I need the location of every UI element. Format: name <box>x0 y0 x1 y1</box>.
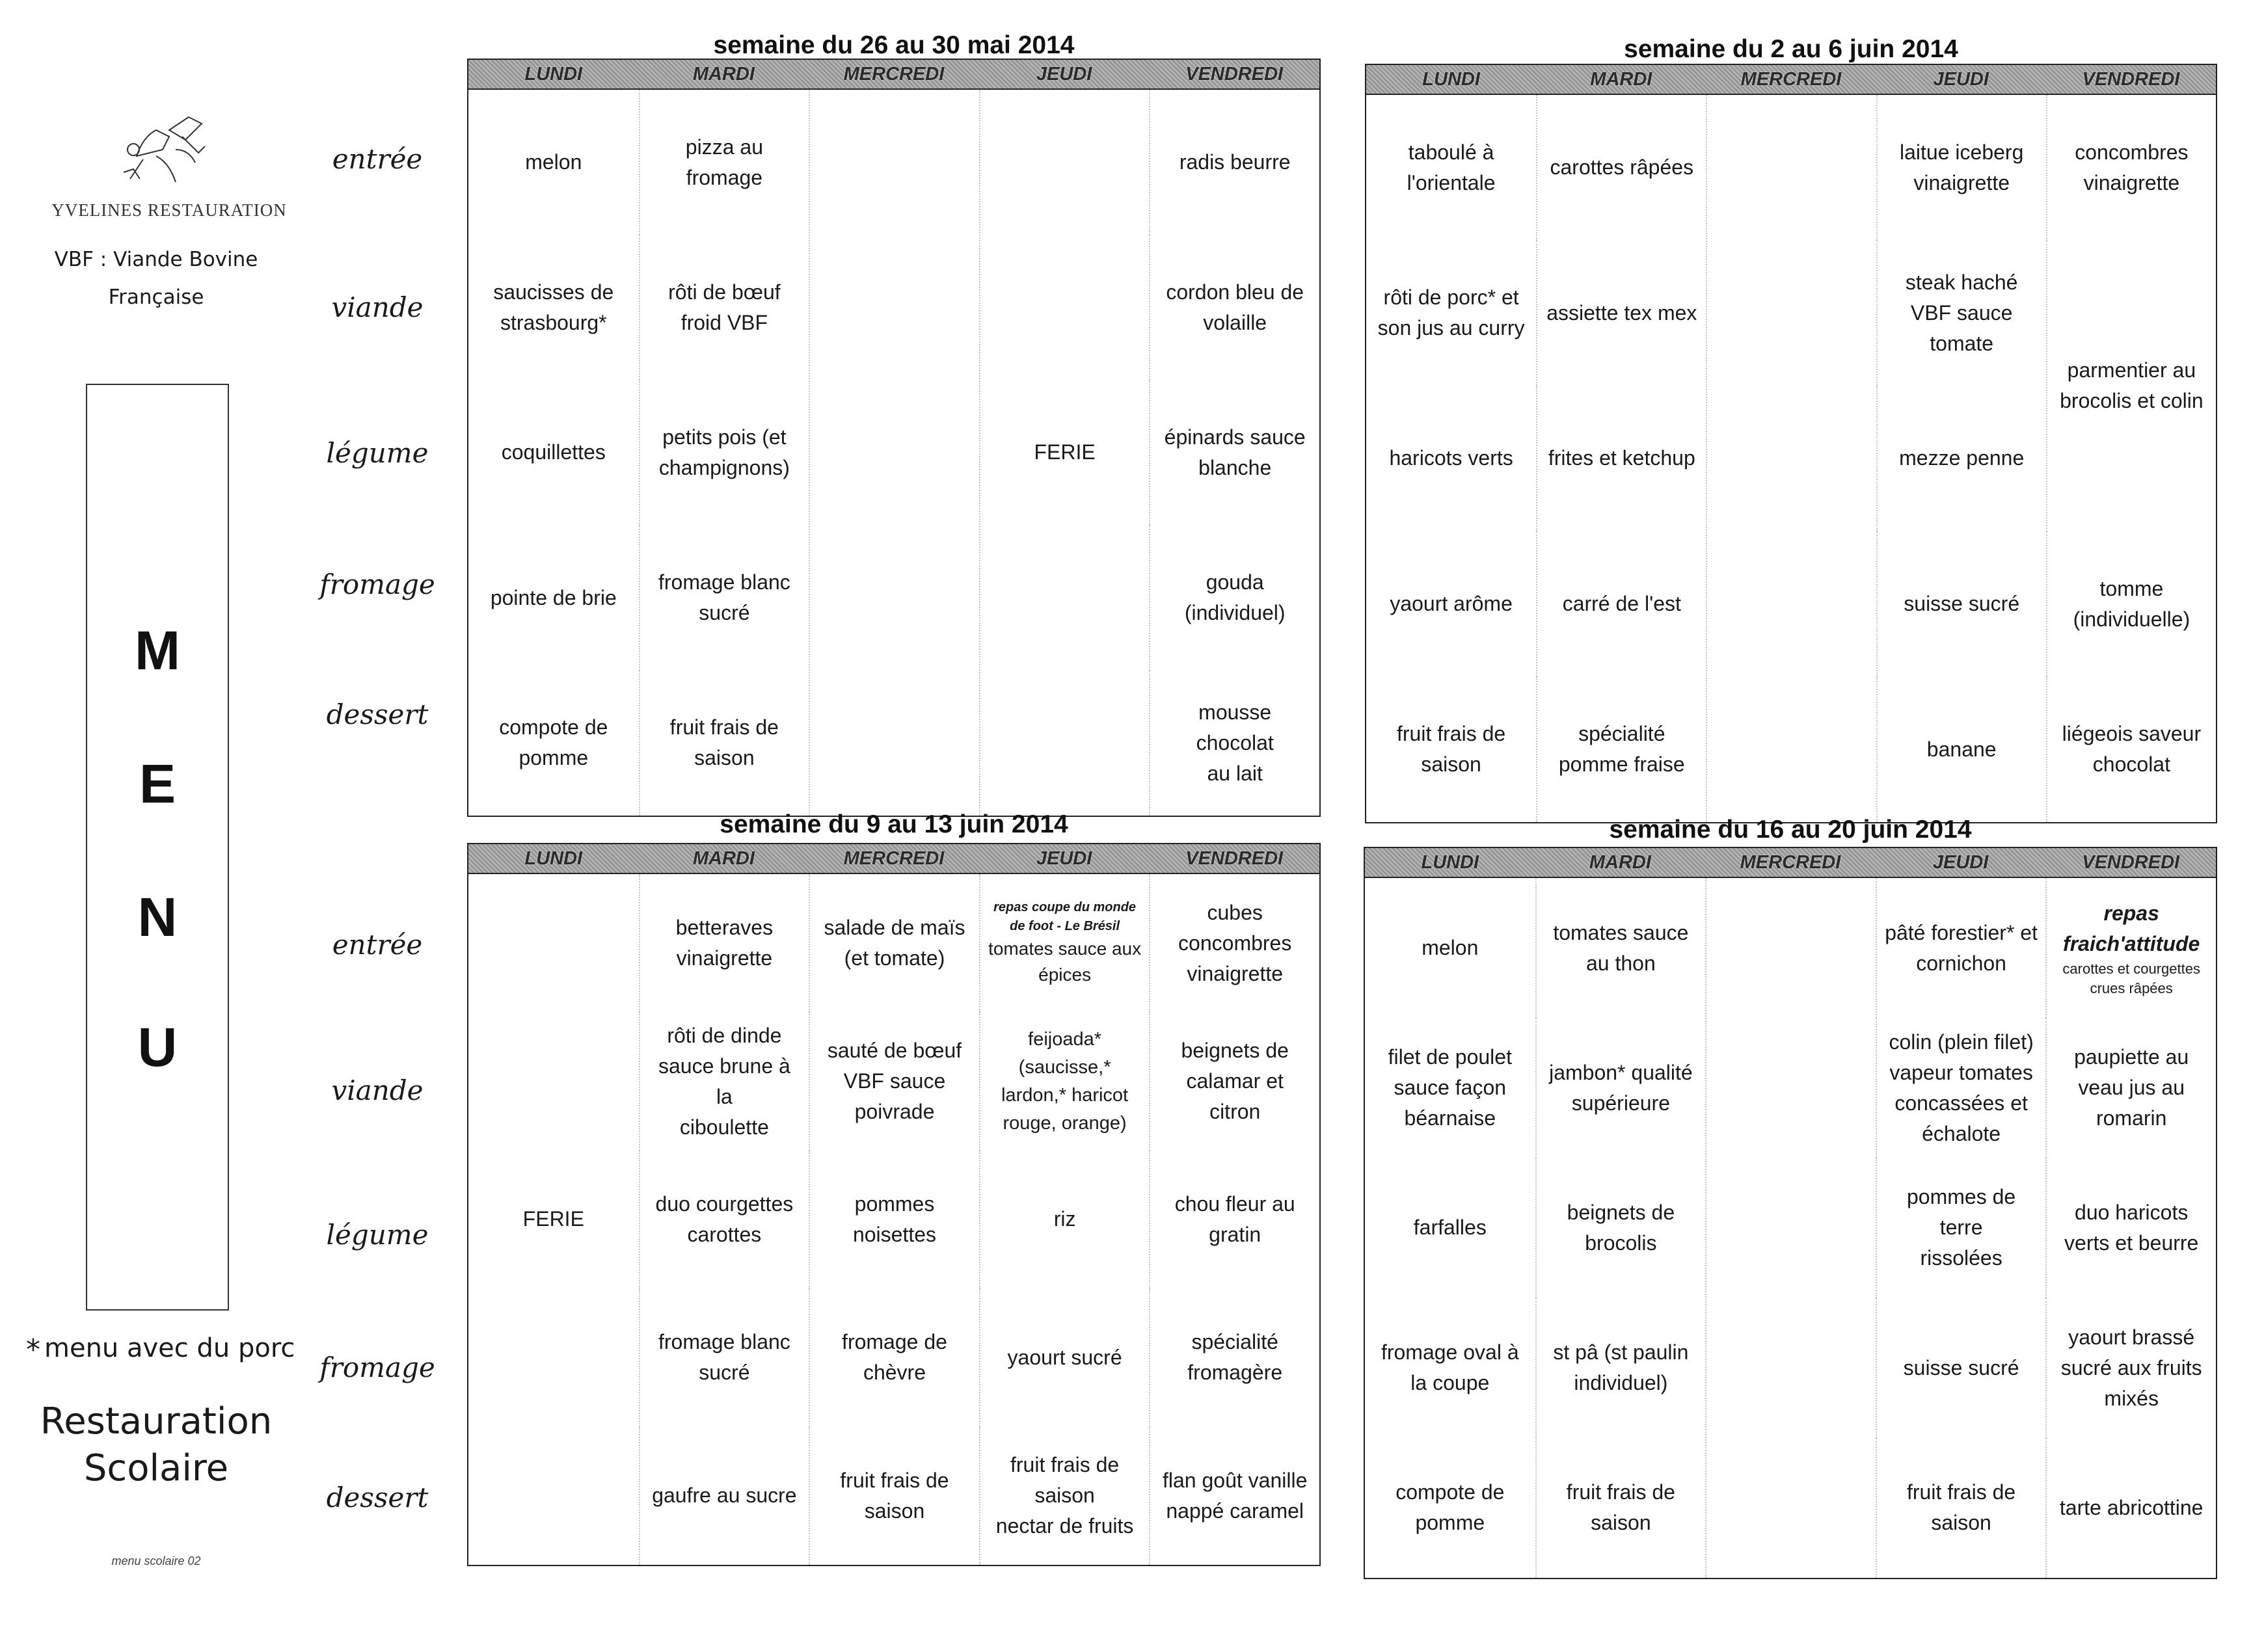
menu-cell: mousse chocolat au lait <box>1149 671 1319 816</box>
week-2-title: semaine du 2 au 6 juin 2014 <box>1624 35 1958 63</box>
vbf-line-2: Française <box>108 286 204 309</box>
menu-cell: flan goût vanille nappé caramel <box>1149 1427 1319 1565</box>
week-3-grid <box>468 874 1319 1565</box>
day-lundi: LUNDI <box>524 64 583 85</box>
menu-cell: duo haricots verts et beurre <box>2045 1158 2216 1298</box>
menu-cell: fruit frais de saison <box>809 1427 979 1565</box>
menu-cell: banane <box>1876 676 2046 822</box>
menu-cell: tarte abricottine <box>2045 1438 2216 1578</box>
menu-cell: mezze penne <box>1876 386 2046 531</box>
menu-cell-empty <box>1705 878 1876 1578</box>
menu-cell: rôti de bœuf froid VBF <box>639 235 809 380</box>
day-mardi: MARDI <box>1590 69 1652 90</box>
menu-cell: coquillettes <box>501 440 606 464</box>
week-4-block <box>1364 813 2217 1580</box>
menu-cell: gaufre au sucre <box>639 1427 809 1565</box>
day-mardi: MARDI <box>692 64 755 85</box>
menu-cell: assiette tex mex <box>1536 241 1706 386</box>
menu-cell: pommes noisettes <box>809 1151 979 1288</box>
week-2-day-header <box>1366 65 2216 95</box>
menu-cell: compote de pomme <box>1395 1480 1505 1535</box>
day-lundi: LUNDI <box>524 848 583 869</box>
menu-cell-special <box>2045 878 2216 1018</box>
menu-letter-m: M <box>135 620 180 681</box>
menu-cell: paupiette au veau jus au romarin <box>2045 1018 2216 1158</box>
menu-cell: riz <box>979 1151 1150 1288</box>
day-mercredi: MERCREDI <box>1740 69 1842 90</box>
menu-cell: tomates sauce au thon <box>1535 878 1706 1018</box>
row-label-dessert-bottom: dessert <box>326 1482 429 1513</box>
porc-star: * <box>26 1333 40 1366</box>
menu-cell: parmentier au brocolis et colin <box>2046 241 2216 531</box>
menu-cell: pointe de brie <box>490 585 617 609</box>
week-1-day-header <box>468 60 1319 90</box>
menu-cell: frites et ketchup <box>1536 386 1706 531</box>
row-label-viande-bottom: viande <box>331 1074 424 1106</box>
week-4-day-header <box>1365 848 2216 878</box>
menu-cell: concombres vinaigrette <box>2046 95 2216 241</box>
menu-cell: sauté de bœuf VBF sauce poivrade <box>809 1012 979 1150</box>
menu-letter-u: U <box>137 1017 178 1078</box>
day-vendredi: VENDREDI <box>2082 69 2180 90</box>
vbf-legend <box>20 241 293 316</box>
sheet-reference: menu scolaire 02 <box>111 1554 201 1567</box>
menu-cell: épinards sauce blanche <box>1149 380 1319 525</box>
week-3-day-header <box>468 844 1319 874</box>
menu-cell: fruit frais de saison <box>1535 1438 1706 1578</box>
day-lundi: LUNDI <box>1422 69 1480 90</box>
menu-cell: fromage blanc sucré <box>639 526 809 671</box>
day-mercredi: MERCREDI <box>843 848 945 869</box>
row-label-viande-top: viande <box>331 291 424 323</box>
menu-cell: taboulé à l'orientale <box>1407 140 1496 194</box>
day-jeudi: JEUDI <box>1036 64 1092 85</box>
logo-text: YVELINES RESTAURATION <box>51 200 287 220</box>
menu-cell: jambon* qualité supérieure <box>1535 1018 1706 1158</box>
menu-cell: feijoada* (saucisse,* lardon,* haricot rouge, orange) <box>979 1012 1150 1150</box>
menu-cell: st pâ (st paulin individuel) <box>1535 1298 1706 1438</box>
porc-note <box>26 1333 312 1366</box>
special-meal-label: repas coupe du monde de foot - Le Brésil <box>993 900 1137 934</box>
day-mardi: MARDI <box>692 848 755 869</box>
vbf-line-1: VBF : Viande Bovine <box>54 248 258 271</box>
week-4-title: semaine du 16 au 20 juin 2014 <box>1609 816 1972 844</box>
week-4-table <box>1364 847 2217 1579</box>
chef-figure-icon <box>98 111 228 195</box>
porc-note-text: menu avec du porc <box>44 1333 295 1363</box>
week-3-table <box>467 843 1321 1566</box>
menu-cell: haricots verts <box>1389 446 1513 470</box>
day-jeudi: JEUDI <box>1932 852 1989 873</box>
menu-cell: yaourt arôme <box>1390 592 1513 616</box>
menu-cell: fromage de chèvre <box>809 1288 979 1426</box>
menu-cell: cubes concombres vinaigrette <box>1149 874 1319 1012</box>
week-3-block <box>467 806 1321 1574</box>
menu-cell-special <box>979 874 1150 1012</box>
special-meal-dish: carottes et courgettes crues râpées <box>2062 960 2200 996</box>
menu-cell: fromage oval à la coupe <box>1381 1340 1519 1395</box>
special-meal-label: repas fraich'attitude <box>2063 901 2200 955</box>
day-vendredi: VENDREDI <box>1185 848 1284 869</box>
day-jeudi: JEUDI <box>1036 848 1092 869</box>
restauration-scolaire <box>26 1398 286 1492</box>
week-1-table <box>467 59 1321 817</box>
day-mercredi: MERCREDI <box>1740 852 1841 873</box>
menu-cell: fruit frais de saison <box>1876 1438 2046 1578</box>
row-label-entree-bottom: entrée <box>332 929 423 961</box>
day-jeudi: JEUDI <box>1933 69 1989 90</box>
menu-cell: yaourt sucré <box>979 1288 1150 1426</box>
menu-cell-empty <box>809 90 979 816</box>
menu-cell: spécialité fromagère <box>1149 1288 1319 1426</box>
day-vendredi: VENDREDI <box>1185 64 1284 85</box>
menu-cell: fruit frais de saison <box>1397 722 1506 777</box>
menu-vertical-box <box>86 384 229 1311</box>
menu-cell: laitue iceberg vinaigrette <box>1876 95 2046 241</box>
week-4-grid <box>1365 878 2216 1578</box>
week-3-title: semaine du 9 au 13 juin 2014 <box>720 810 1068 838</box>
menu-cell: melon <box>1422 936 1479 960</box>
menu-cell: gouda (individuel) <box>1149 526 1319 671</box>
row-label-fromage-bottom: fromage <box>319 1352 435 1383</box>
row-label-fromage-top: fromage <box>319 568 435 600</box>
day-mercredi: MERCREDI <box>843 64 945 85</box>
menu-cell: fruit frais de saison <box>639 671 809 816</box>
menu-cell: compote de pomme <box>499 715 608 770</box>
menu-cell: chou fleur au gratin <box>1149 1151 1319 1288</box>
menu-cell: cordon bleu de volaille <box>1149 235 1319 380</box>
menu-cell: yaourt brassé sucré aux fruits mixés <box>2045 1298 2216 1438</box>
menu-cell: tomme (individuelle) <box>2046 531 2216 677</box>
day-mardi: MARDI <box>1589 852 1651 873</box>
menu-cell-empty <box>1706 95 1876 822</box>
ferie-cell: FERIE <box>979 90 1150 816</box>
row-label-legume-bottom: légume <box>326 1219 429 1251</box>
special-meal-dish: tomates sauce aux épices <box>988 939 1142 985</box>
menu-cell: filet de poulet sauce façon béarnaise <box>1388 1045 1512 1130</box>
menu-cell: colin (plein filet) vapeur tomates concassées et échalote <box>1876 1018 2046 1158</box>
menu-cell: duo courgettes carottes <box>639 1151 809 1288</box>
menu-letter-e: E <box>139 753 176 814</box>
menu-cell: suisse sucré <box>1876 531 2046 677</box>
menu-cell: petits pois (et champignons) <box>639 380 809 525</box>
yvelines-restauration-logo <box>26 111 312 228</box>
week-1-title: semaine du 26 au 30 mai 2014 <box>713 31 1075 59</box>
menu-cell: fruit frais de saison nectar de fruits <box>979 1427 1150 1565</box>
week-1-grid <box>468 90 1319 816</box>
menu-cell: liégeois saveur chocolat <box>2046 676 2216 822</box>
menu-cell: pâté forestier* et cornichon <box>1876 878 2046 1018</box>
menu-cell: rôti de dinde sauce brune à la ciboulette <box>639 1012 809 1150</box>
menu-cell: salade de maïs (et tomate) <box>809 874 979 1012</box>
menu-cell: beignets de brocolis <box>1535 1158 1706 1298</box>
row-label-legume-top: légume <box>326 437 429 469</box>
day-vendredi: VENDREDI <box>2082 852 2180 873</box>
menu-cell: steak haché VBF sauce tomate <box>1876 241 2046 386</box>
menu-letter-n: N <box>137 886 178 948</box>
ferie-cell: FERIE <box>522 1207 584 1231</box>
restauration-line-1: Restauration <box>40 1400 273 1443</box>
menu-cell: pizza au fromage <box>639 90 809 235</box>
week-2-grid <box>1366 95 2216 822</box>
menu-cell: spécialité pomme fraise <box>1536 676 1706 822</box>
menu-cell: radis beurre <box>1149 90 1319 235</box>
menu-cell: carottes râpées <box>1536 95 1706 241</box>
week-2-block <box>1365 33 2217 800</box>
menu-cell: fromage blanc sucré <box>639 1288 809 1426</box>
row-label-dessert-top: dessert <box>326 699 429 730</box>
menu-cell: rôti de porc* et son jus au curry <box>1377 286 1525 340</box>
menu-cell: farfalles <box>1413 1216 1487 1240</box>
menu-cell: saucisses de strasbourg* <box>493 280 614 334</box>
row-label-entree-top: entrée <box>332 143 423 175</box>
menu-cell: beignets de calamar et citron <box>1149 1012 1319 1150</box>
menu-cell: betteraves vinaigrette <box>639 874 809 1012</box>
menu-cell: suisse sucré <box>1876 1298 2046 1438</box>
day-lundi: LUNDI <box>1421 852 1479 873</box>
menu-cell: melon <box>525 150 582 174</box>
week-2-table <box>1365 64 2217 823</box>
restauration-line-2: Scolaire <box>83 1447 229 1489</box>
week-1-block <box>467 26 1321 793</box>
menu-cell: pommes de terre rissolées <box>1876 1158 2046 1298</box>
menu-cell: carré de l'est <box>1536 531 1706 677</box>
